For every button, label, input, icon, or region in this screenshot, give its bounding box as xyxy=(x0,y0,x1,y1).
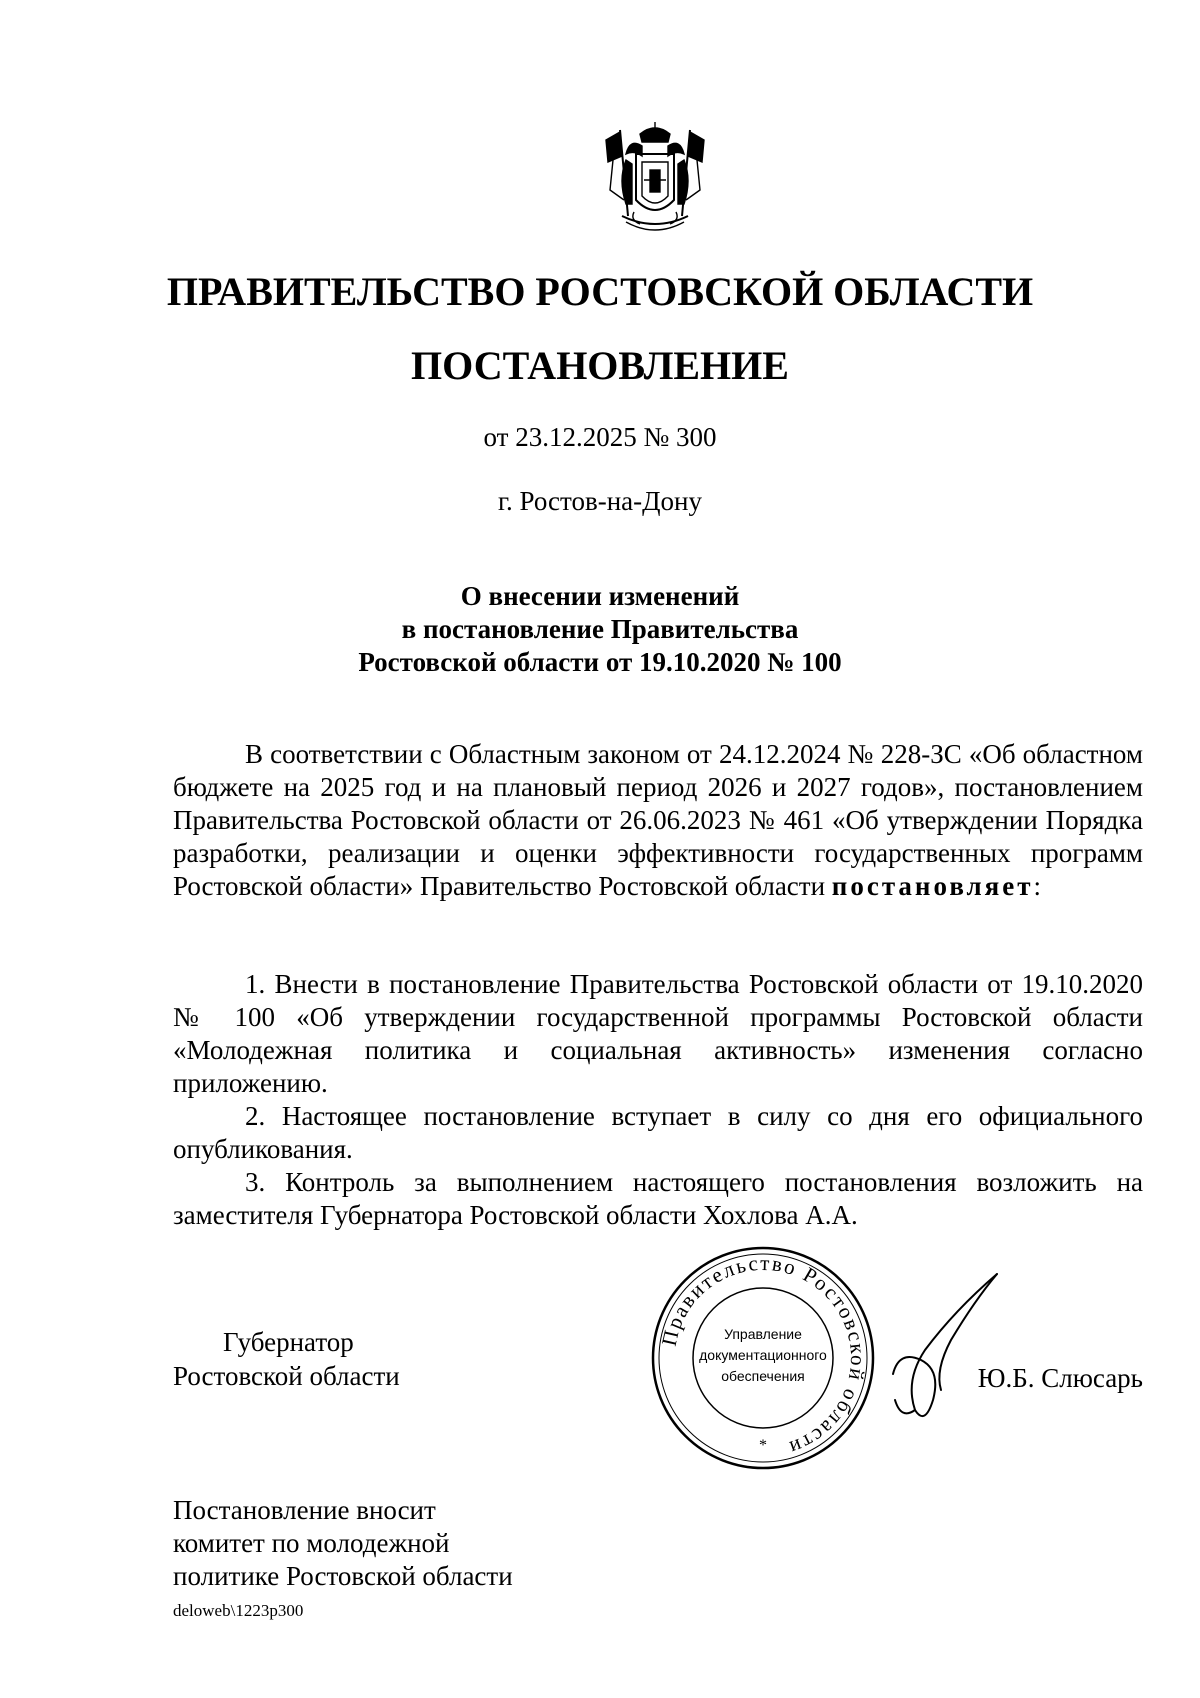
signatory-post-line: Губернатор xyxy=(223,1327,354,1357)
preamble-text: В соответствии с Областным законом от 24.12.2024 № 228-ЗС «Об областном бюджете на 2025 год и на плановый период 2026 и 2027 годов», постановлением Правительства Ростовской области от 26.06.2023 № 461 «Об утверждении Порядка разработки, реализации и оценки эффективности государственных программ Ростовской области» Правительство Ростовской области xyxy=(173,739,1143,901)
seal-star: * xyxy=(759,1437,767,1454)
subject-line: в постановление Правительства xyxy=(401,614,799,644)
submitting-authority xyxy=(173,1494,593,1593)
author-line: политике Ростовской области xyxy=(173,1561,513,1591)
resolution-items xyxy=(173,968,1143,1232)
resolution-item: 3. Контроль за выполнением настоящего постановления возложить на заместителя Губернатора Ростовской области Хохлова А.А. xyxy=(173,1167,1143,1230)
document-number-date: от 23.12.2025 № 300 xyxy=(483,422,717,452)
file-code: deloweb\1223p300 xyxy=(173,1601,304,1620)
author-line: Постановление вносит xyxy=(173,1495,436,1525)
preamble-paragraph xyxy=(173,738,1143,903)
document-city: г. Ростов-на-Дону xyxy=(497,486,702,516)
document-type-title: ПОСТАНОВЛЕНИЕ xyxy=(411,343,789,388)
organization-title: ПРАВИТЕЛЬСТВО РОСТОВСКОЙ ОБЛАСТИ xyxy=(166,269,1034,314)
seal-outer-text: Правительство Ростовской области xyxy=(656,1250,871,1461)
author-line: комитет по молодежной xyxy=(173,1528,450,1558)
signatory-post-line: Ростовской области xyxy=(173,1361,400,1391)
document-subject xyxy=(0,580,1200,679)
coat-of-arms-icon xyxy=(600,120,710,240)
signatory-name: Ю.Б. Слюсарь xyxy=(977,1363,1143,1393)
preamble-ending: : xyxy=(1033,871,1042,901)
signatory-position xyxy=(173,1325,473,1393)
official-seal-icon xyxy=(648,1243,878,1473)
resolution-verb: постановляет xyxy=(831,871,1034,901)
resolution-item: 2. Настоящее постановление вступает в силу со дня его официального опубликования. xyxy=(173,1101,1143,1164)
subject-line: О внесении изменений xyxy=(460,581,740,611)
seal-inner-line: Управление xyxy=(724,1326,802,1342)
subject-line: Ростовской области от 19.10.2020 № 100 xyxy=(358,647,842,677)
seal-inner-line: обеспечения xyxy=(721,1368,805,1384)
resolution-item: 1. Внести в постановление Правительства Ростовской области от 19.10.2020 № 100 «Об утверждении государственной программы Ростовской области «Молодежная политика и социальная активность» изменения согласно приложению. xyxy=(173,969,1143,1098)
handwritten-signature-icon xyxy=(885,1270,1005,1430)
preamble xyxy=(173,738,1143,903)
seal-inner-line: документационного xyxy=(699,1347,827,1363)
